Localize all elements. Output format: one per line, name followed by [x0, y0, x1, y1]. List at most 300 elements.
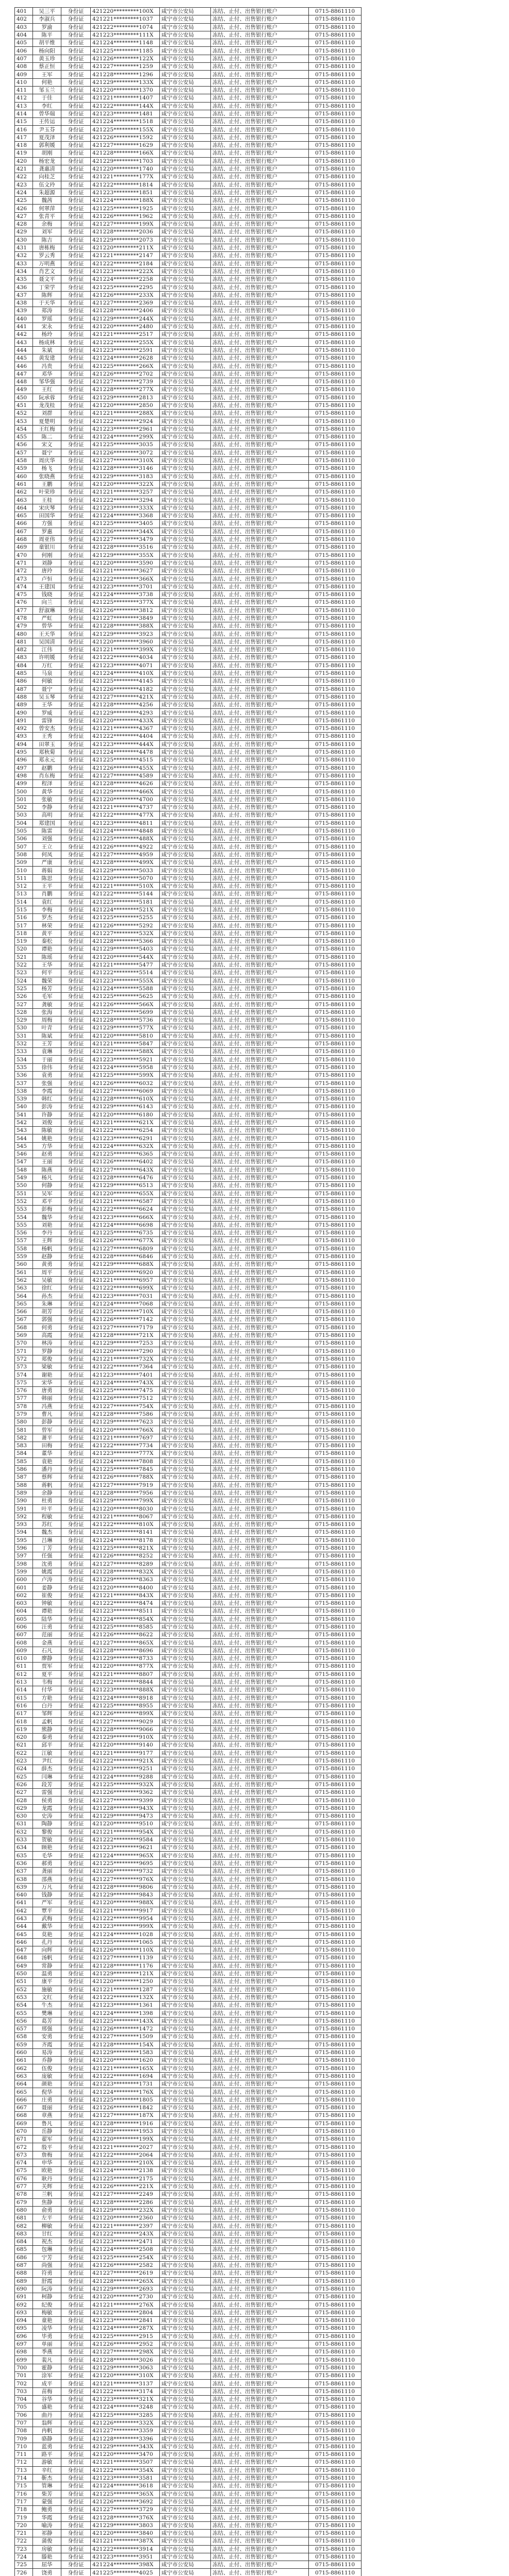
contact-phone: 0715-8861110 — [309, 906, 362, 913]
row-number: 440 — [15, 315, 33, 323]
contact-phone: 0715-8861110 — [309, 2293, 362, 2301]
table-row — [15, 55, 362, 62]
table-row — [15, 938, 362, 945]
certificate-type: 身份证 — [61, 1678, 91, 1686]
department: 咸宁市公安局 — [160, 370, 211, 378]
contact-phone: 0715-8861110 — [309, 1324, 362, 1331]
department: 咸宁市公安局 — [160, 260, 211, 267]
table-row — [15, 2017, 362, 2025]
violation-action: 冻结、止付、出售银行账户 — [211, 1631, 309, 1639]
certificate-type: 身份证 — [61, 2530, 91, 2537]
violation-action: 冻结、止付、出售银行账户 — [211, 1197, 309, 1205]
contact-phone: 0715-8861110 — [309, 1741, 362, 1749]
row-number: 609 — [15, 1647, 33, 1654]
person-name: 聂丽 — [33, 2104, 61, 2111]
certificate-type: 身份证 — [61, 520, 91, 528]
row-number: 536 — [15, 1072, 33, 1079]
certificate-type: 身份证 — [61, 1276, 91, 1284]
certificate-type: 身份证 — [61, 748, 91, 756]
id-number: 421226*********7142 — [91, 1316, 160, 1324]
row-number: 602 — [15, 1591, 33, 1599]
violation-action: 冻结、止付、出售银行账户 — [211, 811, 309, 819]
department: 咸宁市公安局 — [160, 551, 211, 559]
department: 咸宁市公安局 — [160, 1820, 211, 1828]
person-name: 白丹 — [33, 1702, 61, 1709]
certificate-type: 身份证 — [61, 354, 91, 362]
table-row — [15, 1331, 362, 1339]
row-number: 422 — [15, 173, 33, 181]
person-name: 罗渝 — [33, 23, 61, 31]
certificate-type: 身份证 — [61, 1576, 91, 1584]
department: 咸宁市公安局 — [160, 1316, 211, 1324]
contact-phone: 0715-8861110 — [309, 1395, 362, 1402]
violation-action: 冻结、止付、出售银行账户 — [211, 890, 309, 898]
person-name: 温勇 — [33, 1970, 61, 1977]
certificate-type: 身份证 — [61, 370, 91, 378]
person-name: 周庆华 — [33, 456, 61, 464]
violation-action: 冻结、止付、出售银行账户 — [211, 1670, 309, 1678]
violation-action: 冻结、止付、出售银行账户 — [211, 2435, 309, 2443]
certificate-type: 身份证 — [61, 1040, 91, 1047]
certificate-type: 身份证 — [61, 1442, 91, 1450]
id-number: 421226*********1592 — [91, 133, 160, 141]
violation-action: 冻结、止付、出售银行账户 — [211, 86, 309, 94]
contact-phone: 0715-8861110 — [309, 1836, 362, 1843]
department: 咸宁市公安局 — [160, 1655, 211, 1663]
row-number: 499 — [15, 780, 33, 788]
contact-phone: 0715-8861110 — [309, 614, 362, 622]
person-name: 柳敏 — [33, 2222, 61, 2230]
row-number: 594 — [15, 1529, 33, 1536]
table-row — [15, 2427, 362, 2435]
id-number: 421222*********7734 — [91, 1442, 160, 1450]
table-row — [15, 299, 362, 307]
person-name: 黄勇 — [33, 1261, 61, 1268]
table-row — [15, 2072, 362, 2080]
id-number: 421227*********2249 — [91, 2191, 160, 2198]
id-number: 421224*********521X — [91, 906, 160, 913]
table-row — [15, 110, 362, 117]
table-row — [15, 1450, 362, 1458]
id-number: 421220*********3960 — [91, 638, 160, 646]
person-name: 杨玲 — [33, 331, 61, 338]
contact-phone: 0715-8861110 — [309, 102, 362, 110]
certificate-type: 身份证 — [61, 133, 91, 141]
table-row — [15, 1591, 362, 1599]
department: 咸宁市公安局 — [160, 1757, 211, 1765]
person-name: 孔丹 — [33, 1938, 61, 1946]
id-number: 421223*********210X — [91, 2159, 160, 2167]
contact-phone: 0715-8861110 — [309, 851, 362, 858]
certificate-type: 身份证 — [61, 1095, 91, 1103]
row-number: 515 — [15, 906, 33, 913]
person-name: 尹玉芬 — [33, 126, 61, 133]
person-name: 杨向阳 — [33, 47, 61, 55]
row-number: 496 — [15, 756, 33, 764]
contact-phone: 0715-8861110 — [309, 307, 362, 315]
violation-action: 冻结、止付、出售银行账户 — [211, 1505, 309, 1513]
certificate-type: 身份证 — [61, 1450, 91, 1458]
violation-action: 冻结、止付、出售银行账户 — [211, 1371, 309, 1379]
table-row — [15, 544, 362, 551]
person-name: 郭利媛 — [33, 142, 61, 149]
table-row — [15, 1174, 362, 1181]
person-name: 祝杰 — [33, 2238, 61, 2246]
row-number: 655 — [15, 2009, 33, 2017]
person-name: 梁敏 — [33, 1363, 61, 1371]
id-number: 421220*********3840 — [91, 2530, 160, 2537]
contact-phone: 0715-8861110 — [309, 331, 362, 338]
certificate-type: 身份证 — [61, 2057, 91, 2064]
row-number: 483 — [15, 654, 33, 662]
violation-action: 冻结、止付、出售银行账户 — [211, 512, 309, 520]
person-name: 陈敏 — [33, 1127, 61, 1134]
contact-phone: 0715-8861110 — [309, 803, 362, 811]
id-number: 421222*********1814 — [91, 181, 160, 189]
violation-action: 冻结、止付、出售银行账户 — [211, 2246, 309, 2253]
person-name: 谭艳 — [33, 945, 61, 953]
violation-action: 冻结、止付、出售银行账户 — [211, 228, 309, 236]
id-number: 421222*********6624 — [91, 1206, 160, 1213]
table-row — [15, 283, 362, 291]
row-number: 618 — [15, 1718, 33, 1725]
certificate-type: 身份证 — [61, 1426, 91, 1434]
person-name: 季燕 — [33, 2348, 61, 2356]
violation-action: 冻结、止付、出售银行账户 — [211, 1914, 309, 1922]
certificate-type: 身份证 — [61, 205, 91, 212]
violation-action: 冻结、止付、出售银行账户 — [211, 1797, 309, 1804]
violation-action: 冻结、止付、出售银行账户 — [211, 1639, 309, 1647]
contact-phone: 0715-8861110 — [309, 2009, 362, 2017]
violation-action: 冻结、止付、出售银行账户 — [211, 1781, 309, 1788]
certificate-type: 身份证 — [61, 2427, 91, 2435]
department: 咸宁市公安局 — [160, 2253, 211, 2261]
id-number: 421228*********1176 — [91, 1962, 160, 1970]
certificate-type: 身份证 — [61, 890, 91, 898]
person-name: 黄玉珍 — [33, 55, 61, 62]
row-number: 540 — [15, 1103, 33, 1111]
department: 咸宁市公安局 — [160, 1529, 211, 1536]
id-number: 421227*********2369 — [91, 299, 160, 307]
table-row — [15, 1820, 362, 1828]
certificate-type: 身份证 — [61, 795, 91, 803]
violation-action: 冻结、止付、出售银行账户 — [211, 1221, 309, 1229]
contact-phone: 0715-8861110 — [309, 78, 362, 86]
id-number: 421229*********244X — [91, 315, 160, 323]
violation-action: 冻结、止付、出售银行账户 — [211, 1946, 309, 1954]
table-row — [15, 1261, 362, 1268]
violation-action: 冻结、止付、出售银行账户 — [211, 945, 309, 953]
department: 咸宁市公安局 — [160, 1473, 211, 1481]
certificate-type: 身份证 — [61, 1883, 91, 1891]
person-name: 罗杰 — [33, 914, 61, 922]
contact-phone: 0715-8861110 — [309, 1797, 362, 1804]
id-number: 421225*********7845 — [91, 1465, 160, 1473]
contact-phone: 0715-8861110 — [309, 1978, 362, 1986]
table-row — [15, 2261, 362, 2269]
person-name: 聂宁 — [33, 685, 61, 693]
certificate-type: 身份证 — [61, 693, 91, 701]
row-number: 451 — [15, 401, 33, 409]
department: 咸宁市公安局 — [160, 733, 211, 740]
id-number: 421229*********121X — [91, 1970, 160, 1977]
row-number: 639 — [15, 1883, 33, 1891]
table-row — [15, 2253, 362, 2261]
contact-phone: 0715-8861110 — [309, 1757, 362, 1765]
violation-action: 冻结、止付、出售银行账户 — [211, 622, 309, 630]
certificate-type: 身份证 — [61, 1190, 91, 1197]
contact-phone: 0715-8861110 — [309, 1923, 362, 1930]
id-number: 421226*********788X — [91, 1473, 160, 1481]
certificate-type: 身份证 — [61, 2411, 91, 2419]
table-row — [15, 1647, 362, 1654]
id-number: 421226*********2702 — [91, 370, 160, 378]
row-number: 498 — [15, 772, 33, 779]
row-number: 473 — [15, 575, 33, 583]
person-name: 石凡 — [33, 1647, 61, 1654]
table-row — [15, 47, 362, 55]
contact-phone: 0715-8861110 — [309, 315, 362, 323]
contact-phone: 0715-8861110 — [309, 1056, 362, 1063]
row-number: 645 — [15, 1930, 33, 1938]
department: 咸宁市公安局 — [160, 165, 211, 173]
table-row — [15, 1607, 362, 1615]
department: 咸宁市公安局 — [160, 2545, 211, 2553]
id-number: 421222*********354X — [91, 2466, 160, 2474]
department: 咸宁市公安局 — [160, 1639, 211, 1647]
violation-action: 冻结、止付、出售银行账户 — [211, 1544, 309, 1552]
certificate-type: 身份证 — [61, 2553, 91, 2561]
certificate-type: 身份证 — [61, 1568, 91, 1575]
table-row — [15, 2120, 362, 2127]
person-name: 许静 — [33, 1111, 61, 1118]
violation-action: 冻结、止付、出售银行账户 — [211, 772, 309, 779]
table-row — [15, 94, 362, 102]
id-number: 421229*********2693 — [91, 2285, 160, 2293]
row-number: 704 — [15, 2395, 33, 2403]
certificate-type: 身份证 — [61, 1828, 91, 1836]
person-name: 蒲俊 — [33, 2537, 61, 2545]
department: 咸宁市公安局 — [160, 1914, 211, 1922]
contact-phone: 0715-8861110 — [309, 835, 362, 843]
row-number: 405 — [15, 39, 33, 47]
row-number: 487 — [15, 685, 33, 693]
person-name: 张海 — [33, 1008, 61, 1016]
row-number: 683 — [15, 2230, 33, 2238]
row-number: 461 — [15, 480, 33, 488]
department: 咸宁市公安局 — [160, 1276, 211, 1284]
row-number: 411 — [15, 86, 33, 94]
id-number: 421228*********610X — [91, 1095, 160, 1103]
contact-phone: 0715-8861110 — [309, 2277, 362, 2285]
contact-phone: 0715-8861110 — [309, 2427, 362, 2435]
row-number: 690 — [15, 2285, 33, 2293]
table-row — [15, 795, 362, 803]
certificate-type: 身份证 — [61, 1655, 91, 1663]
contact-phone: 0715-8861110 — [309, 47, 362, 55]
table-row — [15, 1410, 362, 1418]
violation-action: 冻结、止付、出售银行账户 — [211, 1213, 309, 1221]
department: 咸宁市公安局 — [160, 795, 211, 803]
certificate-type: 身份证 — [61, 1331, 91, 1339]
table-row — [15, 1749, 362, 1757]
id-number: 421222*********588X — [91, 1048, 160, 1056]
violation-action: 冻结、止付、出售银行账户 — [211, 1252, 309, 1260]
violation-action: 冻结、止付、出售银行账户 — [211, 370, 309, 378]
certificate-type: 身份证 — [61, 2222, 91, 2230]
id-number: 421227*********9029 — [91, 1718, 160, 1725]
row-number: 474 — [15, 583, 33, 590]
violation-action: 冻结、止付、出售银行账户 — [211, 748, 309, 756]
violation-action: 冻结、止付、出售银行账户 — [211, 1410, 309, 1418]
person-name: 刘强 — [33, 835, 61, 843]
violation-action: 冻结、止付、出售银行账户 — [211, 496, 309, 504]
certificate-type: 身份证 — [61, 1584, 91, 1591]
violation-action: 冻结、止付、出售银行账户 — [211, 2348, 309, 2356]
id-number: 421227*********187X — [91, 2112, 160, 2120]
certificate-type: 身份证 — [61, 2482, 91, 2490]
row-number: 626 — [15, 1781, 33, 1788]
department: 咸宁市公安局 — [160, 410, 211, 417]
certificate-type: 身份证 — [61, 2459, 91, 2466]
certificate-type: 身份证 — [61, 914, 91, 922]
department: 咸宁市公安局 — [160, 780, 211, 788]
id-number: 421224*********5958 — [91, 1063, 160, 1071]
contact-phone: 0715-8861110 — [309, 1118, 362, 1126]
department: 咸宁市公安局 — [160, 2136, 211, 2143]
violation-action: 冻结、止付、出售银行账户 — [211, 709, 309, 717]
row-number: 582 — [15, 1434, 33, 1442]
row-number: 554 — [15, 1213, 33, 1221]
id-number: 421226*********455X — [91, 764, 160, 772]
id-number: 421220*********2850 — [91, 401, 160, 409]
row-number: 573 — [15, 1363, 33, 1371]
department: 咸宁市公安局 — [160, 425, 211, 433]
row-number: 603 — [15, 1599, 33, 1607]
table-row — [15, 2222, 362, 2230]
row-number: 679 — [15, 2198, 33, 2206]
violation-action: 冻结、止付、出售银行账户 — [211, 307, 309, 315]
row-number: 643 — [15, 1914, 33, 1922]
certificate-type: 身份证 — [61, 1340, 91, 1347]
violation-action: 冻结、止付、出售银行账户 — [211, 859, 309, 867]
contact-phone: 0715-8861110 — [309, 1072, 362, 1079]
violation-action: 冻结、止付、出售银行账户 — [211, 102, 309, 110]
table-row — [15, 205, 362, 212]
id-number: 421223*********999X — [91, 1923, 160, 1930]
row-number: 445 — [15, 354, 33, 362]
row-number: 592 — [15, 1513, 33, 1520]
person-name: 张强 — [33, 1079, 61, 1087]
contact-phone: 0715-8861110 — [309, 346, 362, 354]
id-number: 421228*********388X — [91, 622, 160, 630]
certificate-type: 身份证 — [61, 1324, 91, 1331]
row-number: 656 — [15, 2017, 33, 2025]
contact-phone: 0715-8861110 — [309, 2301, 362, 2309]
person-name: 房敏 — [33, 2545, 61, 2553]
id-number: 421226*********4922 — [91, 843, 160, 851]
person-name: 黄平 — [33, 929, 61, 937]
department: 咸宁市公安局 — [160, 15, 211, 23]
certificate-type: 身份证 — [61, 1355, 91, 1363]
table-row — [15, 323, 362, 330]
row-number: 553 — [15, 1206, 33, 1213]
id-number: 421222*********3914 — [91, 2545, 160, 2553]
row-number: 696 — [15, 2332, 33, 2340]
violation-action: 冻结、止付、出售银行账户 — [211, 725, 309, 733]
certificate-type: 身份证 — [61, 2443, 91, 2450]
table-row — [15, 914, 362, 922]
person-name: 杨成林 — [33, 338, 61, 346]
person-name: 汤帆 — [33, 1954, 61, 1962]
certificate-type: 身份证 — [61, 346, 91, 354]
certificate-type: 身份证 — [61, 2340, 91, 2348]
department: 咸宁市公安局 — [160, 1852, 211, 1859]
violation-action: 冻结、止付、出售银行账户 — [211, 2017, 309, 2025]
table-row — [15, 2521, 362, 2529]
contact-phone: 0715-8861110 — [309, 1434, 362, 1442]
id-number: 421223*********6291 — [91, 1134, 160, 1142]
certificate-type: 身份证 — [61, 780, 91, 788]
row-number: 501 — [15, 795, 33, 803]
contact-phone: 0715-8861110 — [309, 2175, 362, 2182]
table-row — [15, 1615, 362, 1623]
violation-action: 冻结、止付、出售银行账户 — [211, 1599, 309, 1607]
certificate-type: 身份证 — [61, 1599, 91, 1607]
contact-phone: 0715-8861110 — [309, 2041, 362, 2048]
violation-action: 冻结、止付、出售银行账户 — [211, 189, 309, 196]
contact-phone: 0715-8861110 — [309, 2088, 362, 2096]
violation-action: 冻结、止付、出售银行账户 — [211, 662, 309, 669]
violation-action: 冻结、止付、出售银行账户 — [211, 1552, 309, 1560]
table-row — [15, 898, 362, 906]
id-number: 421221*********5477 — [91, 961, 160, 969]
contact-phone: 0715-8861110 — [309, 859, 362, 867]
id-number: 421223*********888X — [91, 1686, 160, 1694]
table-row — [15, 1536, 362, 1544]
table-row — [15, 1773, 362, 1781]
department: 咸宁市公安局 — [160, 1426, 211, 1434]
violation-action: 冻结、止付、出售银行账户 — [211, 1276, 309, 1284]
row-number: 557 — [15, 1237, 33, 1245]
table-row — [15, 417, 362, 425]
violation-action: 冻结、止付、出售银行账户 — [211, 378, 309, 385]
department: 咸宁市公安局 — [160, 2175, 211, 2182]
id-number: 421222*********2924 — [91, 417, 160, 425]
row-number: 692 — [15, 2301, 33, 2309]
violation-action: 冻结、止付、出售银行账户 — [211, 2033, 309, 2041]
department: 咸宁市公安局 — [160, 2246, 211, 2253]
person-name: 宋文 — [33, 441, 61, 449]
id-number: 421223*********2471 — [91, 2238, 160, 2246]
row-number: 419 — [15, 149, 33, 157]
id-number: 421227*********199X — [91, 221, 160, 228]
department: 咸宁市公安局 — [160, 472, 211, 480]
table-row — [15, 1836, 362, 1843]
id-number: 421227*********1139 — [91, 1954, 160, 1962]
id-number: 421220*********2480 — [91, 323, 160, 330]
row-number: 563 — [15, 1284, 33, 1292]
certificate-type: 身份证 — [61, 1127, 91, 1134]
person-name: 伍俊 — [33, 2064, 61, 2072]
id-number: 421229*********8363 — [91, 1576, 160, 1584]
id-number: 421221*********843X — [91, 1591, 160, 1599]
violation-action: 冻结、止付、出售银行账户 — [211, 291, 309, 299]
violation-action: 冻结、止付、出售银行账户 — [211, 2127, 309, 2135]
person-name: 金燕 — [33, 1639, 61, 1647]
department: 咸宁市公安局 — [160, 1868, 211, 1875]
contact-phone: 0715-8861110 — [309, 2064, 362, 2072]
